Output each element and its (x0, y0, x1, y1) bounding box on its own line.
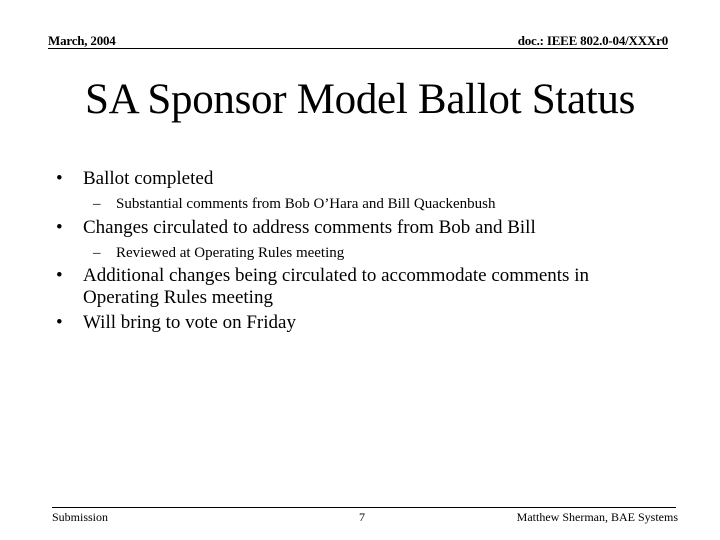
bullet-marker: • (56, 168, 63, 189)
header-doc-id: doc.: IEEE 802.0-04/XXXr0 (517, 33, 668, 48)
footer-submission: Submission (52, 510, 109, 524)
header-date: March, 2004 (48, 33, 116, 48)
sub-bullet-item (56, 195, 656, 213)
bullet-text: Ballot completed (83, 168, 214, 189)
slide-title: SA Sponsor Model Ballot Status (84, 76, 636, 123)
bullet-text: Additional changes being circulated to accommodate comments in Operating Rules meeting (83, 265, 589, 308)
sub-bullet-item (56, 244, 656, 262)
bullet-marker: • (56, 312, 63, 333)
page-number: 7 (359, 510, 365, 524)
sub-bullet-marker: – (93, 245, 101, 261)
footer-author: Matthew Sherman, BAE Systems (516, 510, 678, 524)
header-divider (48, 48, 668, 49)
bullet-marker: • (56, 265, 63, 286)
sub-bullet-marker: – (93, 196, 101, 212)
bullet-text: Will bring to vote on Friday (83, 312, 296, 333)
sub-bullet-text: Reviewed at Operating Rules meeting (116, 245, 345, 261)
sub-bullet-text: Substantial comments from Bob O’Hara and Bill Quackenbush (116, 196, 496, 212)
bullet-item (56, 168, 656, 190)
bullet-text: Changes circulated to address comments from Bob and Bill (83, 217, 536, 238)
bullet-item (56, 265, 656, 309)
bullet-list (56, 168, 656, 334)
bullet-item (56, 312, 656, 334)
bullet-marker: • (56, 217, 63, 238)
footer-divider (52, 507, 676, 508)
bullet-item (56, 217, 656, 239)
